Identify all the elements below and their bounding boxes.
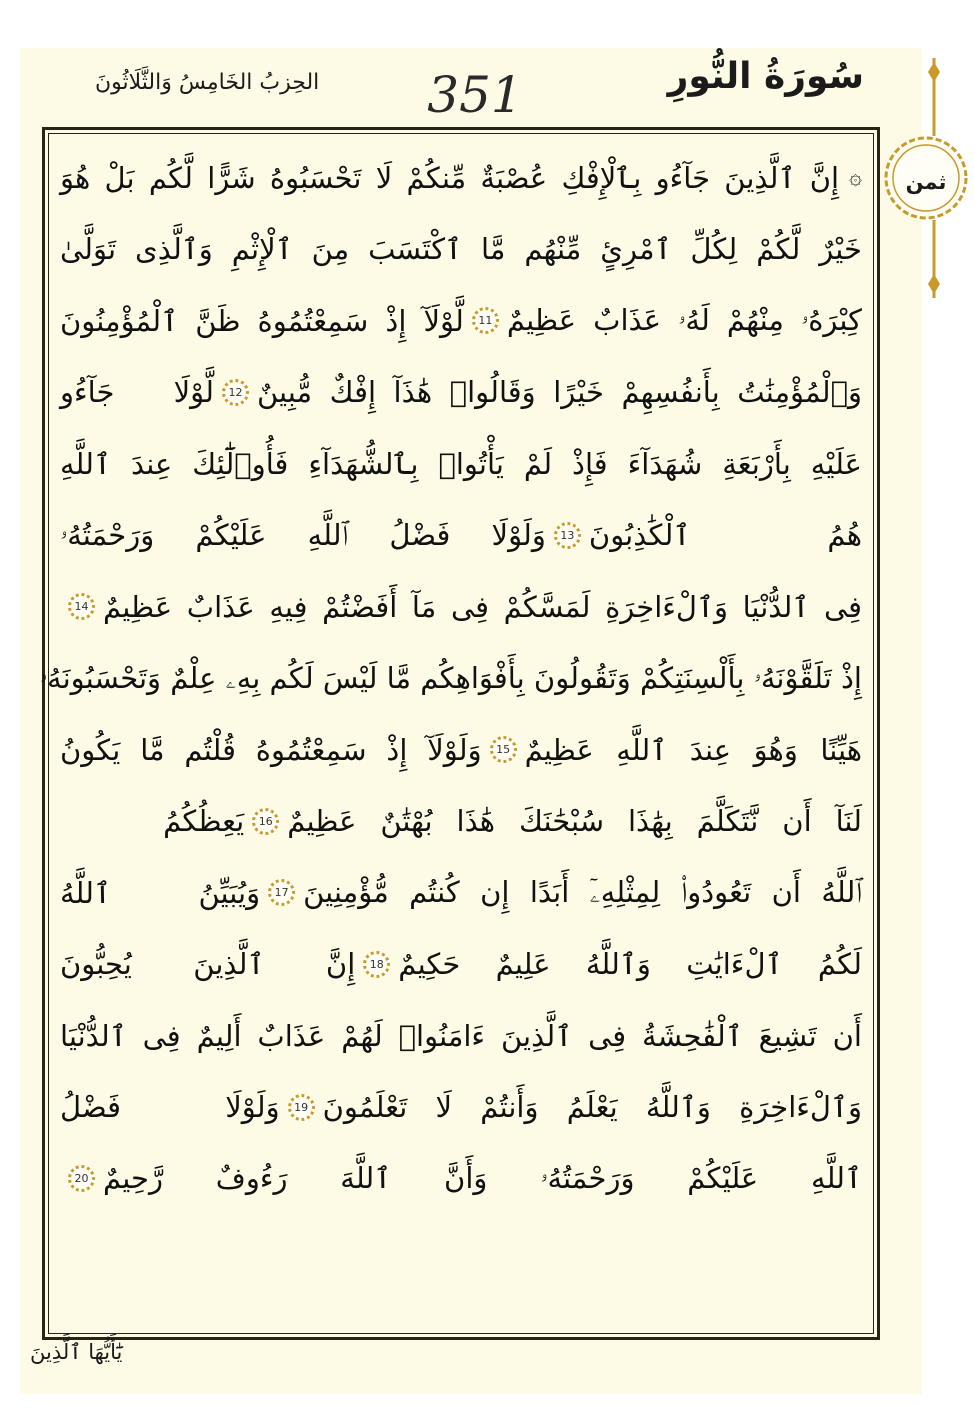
surah-name-header: سُورَةُ النُّورِ [667,56,864,97]
text-line [60,714,862,786]
verse-text: وَٱلْمُؤْمِنَٰتُ بِأَنفُسِهِمْ خَيْرًا وَقَالُوا۟ هَٰذَآ إِفْكٌ مُّبِينٌ [256,375,862,410]
verse-text: وَلَوْلَآ إِذْ سَمِعْتُمُوهُ قُلْتُم مَّا يَكُونُ [59,732,482,767]
text-line [39,643,862,715]
text-line [60,571,862,643]
ayah-number-marker: 14 [68,593,95,620]
verse-text: هَيِّنًا وَهُوَ عِندَ ٱللَّهِ عَظِيمٌ [524,732,862,767]
ayah-number-marker: 18 [363,951,390,978]
ayah-number-marker: 17 [268,879,295,906]
verse-text: لَنَآ أَن نَّتَكَلَّمَ بِهَٰذَا سُبْحَٰنَكَ هَٰذَا بُهْتَٰنٌ عَظِيمٌ [287,804,862,839]
verse-text: فِى ٱلدُّنْيَا وَٱلْءَاخِرَةِ لَمَسَّكُمْ فِى مَآ أَفَضْتُمْ فِيهِ عَذَابٌ عَظِيمٌ [103,589,862,624]
hizb-label: الحِزبُ الخَامِسُ وَالثَّلَاثُونَ [95,70,320,95]
ayah-number-marker: 11 [472,307,499,334]
text-line [60,428,862,500]
verse-text: وَلَوْلَا فَضْلُ ٱللَّهِ عَلَيْكُمْ وَرَحْمَتُهُۥ [59,517,546,552]
text-line [60,929,862,1001]
ayah-number-marker: 13 [554,522,581,549]
text-line [60,285,862,357]
verse-text: إِنَّ ٱلَّذِينَ جَآءُو بِٱلْإِفْكِ عُصْبَةٌ مِّنكُمْ لَا تَحْسَبُوهُ شَرًّا لَّكُم بَلْ هُوَ [60,160,840,195]
page-number: 351 [427,66,523,124]
text-line [60,1072,862,1144]
ayah-number-marker: 19 [288,1094,315,1121]
ayah-number-marker: 15 [490,736,517,763]
verse-text: عَلَيْهِ بِأَرْبَعَةِ شُهَدَآءَ فَإِذْ لَمْ يَأْتُوا۟ بِٱلشُّهَدَآءِ فَأُو۟لَٰٓئِكَ عِندَ ٱللَّهِ [60,446,862,481]
text-line [60,214,862,286]
text-line [60,786,862,858]
verse-text: وَٱلْءَاخِرَةِ وَٱللَّهُ يَعْلَمُ وَأَنتُمْ لَا تَعْلَمُونَ [322,1090,862,1125]
verse-text: ٱللَّهُ أَن تَعُودُوا۟ لِمِثْلِهِۦٓ أَبَدًا إِن كُنتُم مُّؤْمِنِينَ [303,875,862,910]
ayah-number-marker: 16 [252,808,279,835]
text-line [60,1000,862,1072]
thumn-marker-label: ثمن [905,170,947,194]
ayah-number-marker: 20 [68,1165,95,1192]
verse-text: لَّوْلَآ إِذْ سَمِعْتُمُوهُ ظَنَّ ٱلْمُؤْمِنُونَ [60,303,464,338]
text-line [60,500,862,572]
verse-text: كِبْرَهُۥ مِنْهُمْ لَهُۥ عَذَابٌ عَظِيمٌ [506,303,862,338]
text-line [60,857,862,929]
verse-text: لَّوْلَا جَآءُو [60,375,214,410]
quran-text-block [39,142,862,1215]
verse-text: أَن تَشِيعَ ٱلْفَٰحِشَةُ فِى ٱلَّذِينَ ءَامَنُوا۟ لَهُمْ عَذَابٌ أَلِيمٌ فِى ٱلدُّنْيَا [60,1018,862,1053]
ayah-number-marker: 12 [222,379,249,406]
rub-el-hizb-mark: ۞ [849,165,862,191]
verse-text: إِذْ تَلَقَّوْنَهُۥ بِأَلْسِنَتِكُمْ وَتَقُولُونَ بِأَفْوَاهِكُم مَّا لَيْسَ لَكُم بِهِۦ عِلْمٌ وَتَحْسَبُونَهُۥ [39,660,862,695]
text-line [60,142,862,214]
verse-text: ٱللَّهِ عَلَيْكُمْ وَرَحْمَتُهُۥ وَأَنَّ ٱللَّهَ رَءُوفٌ رَّحِيمٌ [103,1161,862,1196]
verse-text: يَعِظُكُمُ [163,804,245,839]
verse-text: إِنَّ ٱلَّذِينَ يُحِبُّونَ [59,947,356,982]
text-line [60,357,862,429]
catchword: يَٰٓأَيُّهَا ٱلَّذِينَ [30,1340,123,1364]
verse-text: خَيْرٌ لَّكُمْ لِكُلِّ ٱمْرِئٍ مِّنْهُم مَّا ٱكْتَسَبَ مِنَ ٱلْإِثْمِ وَٱلَّذِى تَوَلَّىٰ [60,232,862,267]
verse-text: وَلَوْلَا فَضْلُ [59,1090,280,1125]
verse-text: هُمُ ٱلْكَٰذِبُونَ [588,518,862,553]
text-line [60,1143,862,1215]
verse-text: وَيُبَيِّنُ ٱللَّهُ [60,875,261,910]
verse-text: لَكُمُ ٱلْءَايَٰتِ وَٱللَّهُ عَلِيمٌ حَكِيمٌ [398,947,862,982]
